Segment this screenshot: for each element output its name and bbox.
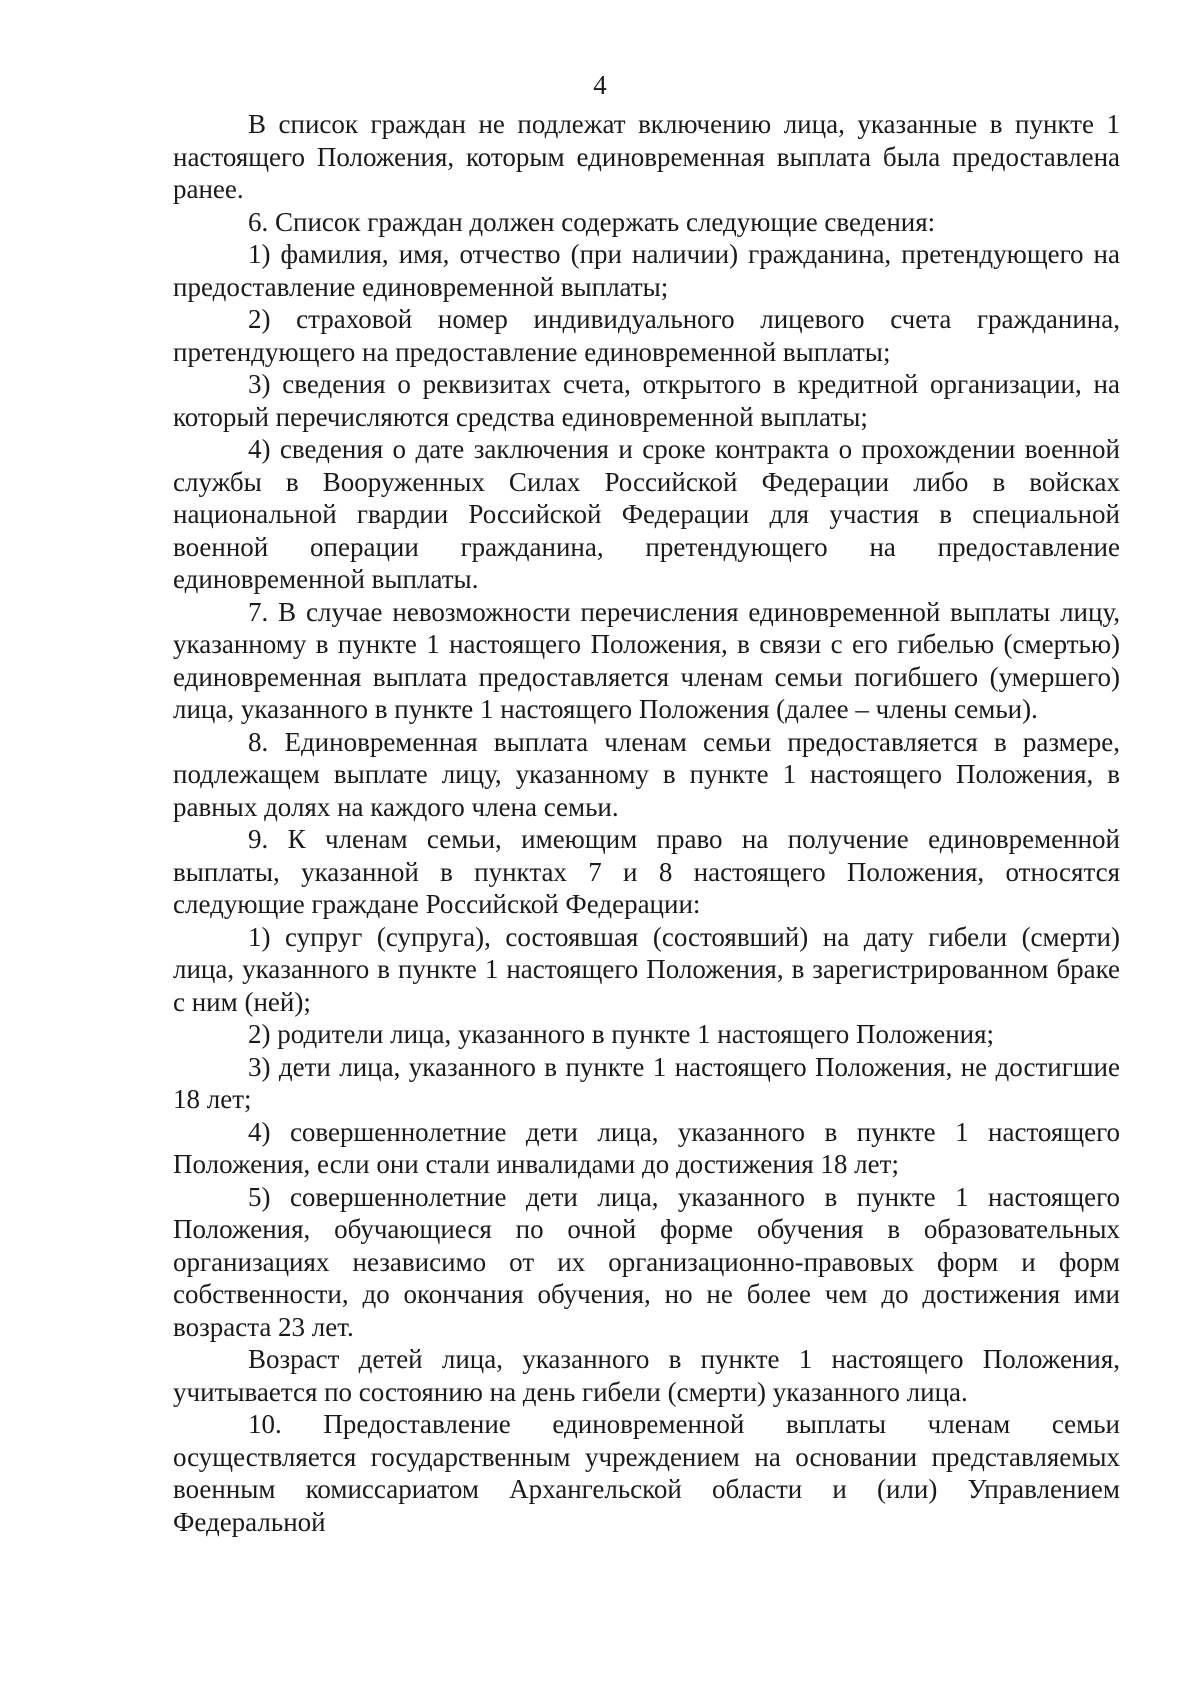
paragraph-item-8: 8. Единовременная выплата членам семьи предоставляется в размере, подлежащем выплате лицу, указанному в пункте 1 настоящего Положения, в равных долях на каждого члена семьи. — [173, 726, 1120, 822]
paragraph-children-age: Возраст детей лица, указанного в пункте 1 настоящего Положения, учитывается по состоянию на день гибели (смерти) указанного лица. — [173, 1344, 1120, 1407]
paragraph-item-6: 6. Список граждан должен содержать следующие сведения: — [248, 206, 936, 237]
page-number: 4 — [593, 70, 607, 100]
paragraph-item-6-4: 4) сведения о дате заключения и сроке контракта о прохождении военной службы в Вооруженных Силах Российской Федерации либо в войсках национальной гвардии Российской Федерации для участия в специальной военной операции гражданина, претендующего на предоставление единовременной выплаты. — [173, 434, 1120, 594]
paragraph-item-6-3: 3) сведения о реквизитах счета, открытого в кредитной организации, на который перечисляются средства единовременной выплаты; — [173, 369, 1120, 432]
paragraph-exclusion: В список граждан не подлежат включению лица, указанные в пункте 1 настоящего Положения, которым единовременная выплата была предоставлена ранее. — [173, 109, 1120, 204]
paragraph-item-9: 9. К членам семьи, имеющим право на получение единовременной выплаты, указанной в пунктах 7 и 8 настоящего Положения, относятся следующие граждане Российской Федерации: — [173, 824, 1120, 919]
paragraph-item-9-3: 3) дети лица, указанного в пункте 1 настоящего Положения, не достигшие 18 лет; — [173, 1051, 1120, 1114]
paragraph-item-9-5: 5) совершеннолетние дети лица, указанного в пункте 1 настоящего Положения, обучающиеся по очной форме обучения в образовательных организациях независимо от их организационно-правовых форм и форм собственности, до окончания обучения, но не более чем до достижения ими возраста 23 лет. — [173, 1181, 1120, 1342]
paragraph-item-9-4: 4) совершеннолетние дети лица, указанного в пункте 1 настоящего Положения, если они стали инвалидами до достижения 18 лет; — [173, 1116, 1120, 1179]
paragraph-item-9-2: 2) родители лица, указанного в пункте 1 настоящего Положения; — [248, 1019, 995, 1049]
paragraph-item-10: 10. Предоставление единовременной выплаты членам семьи осуществляется государственным учреждением на основании представляемых военным комиссариатом Архангельской области и (или) Управлением Федеральной — [173, 1409, 1120, 1537]
paragraph-item-7: 7. В случае невозможности перечисления единовременной выплаты лицу, указанному в пункте 1 настоящего Положения, в связи с его гибелью (смертью) единовременная выплата предоставляется членам семьи погибшего (умершего) лица, указанного в пункте 1 настоящего Положения (далее – члены семьи). — [173, 596, 1120, 724]
paragraph-item-6-2: 2) страховой номер индивидуального лицевого счета гражданина, претендующего на предоставление единовременной выплаты; — [173, 304, 1120, 367]
document-body — [173, 108, 1120, 1538]
paragraph-item-9-1: 1) супруг (супруга), состоявшая (состоявший) на дату гибели (смерти) лица, указанного в пункте 1 настоящего Положения, в зарегистрированном браке с ним (ней); — [173, 921, 1120, 1017]
paragraph-item-6-1: 1) фамилия, имя, отчество (при наличии) гражданина, претендующего на предоставление единовременной выплаты; — [173, 239, 1120, 302]
